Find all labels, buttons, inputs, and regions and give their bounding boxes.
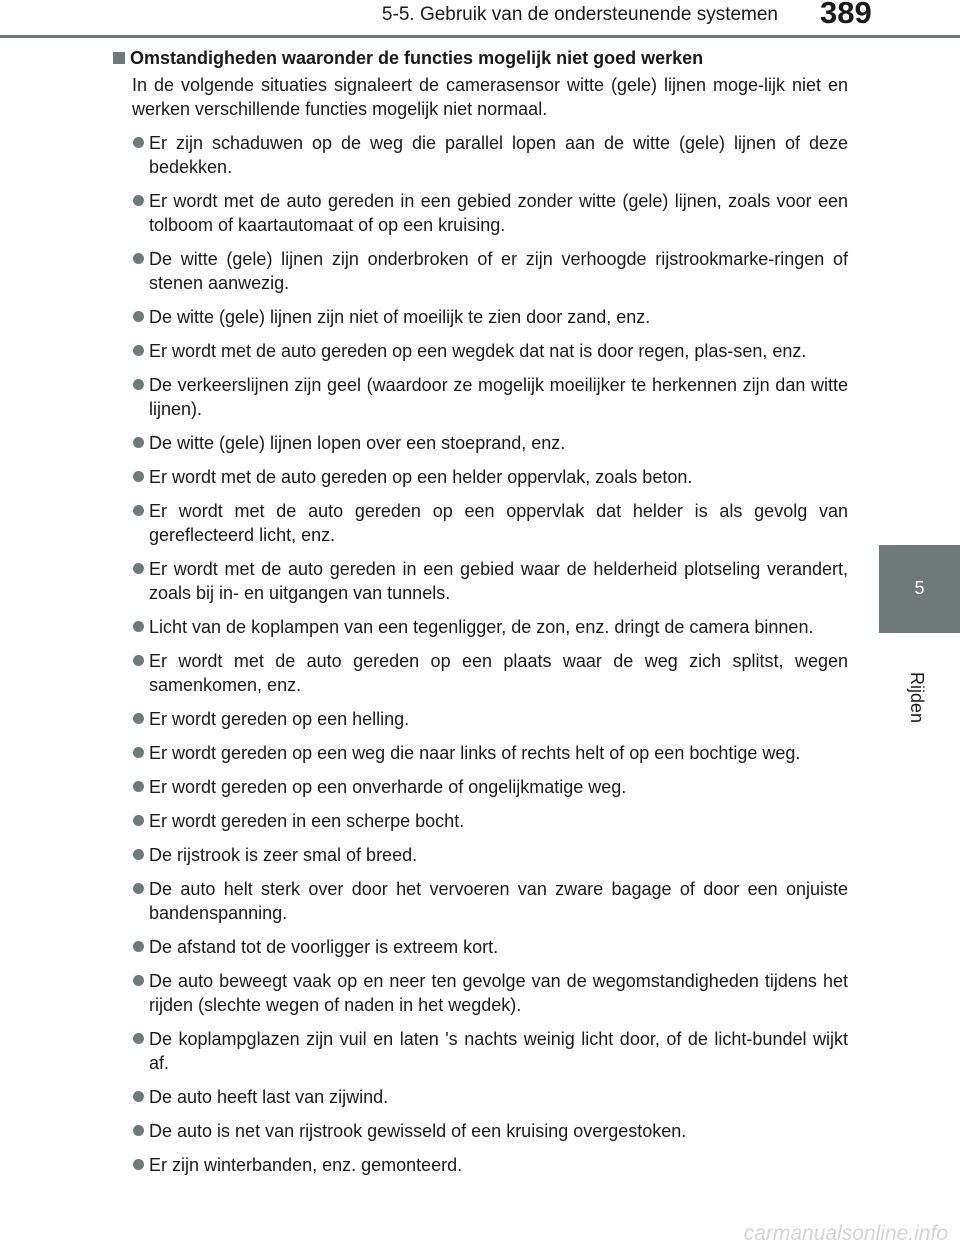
list-item — [112, 969, 848, 1017]
list-item-text: Er wordt gereden op een weg die naar links of rechts helt of op een bochtige weg. — [149, 743, 801, 763]
watermark: carmanualsonline.info — [743, 1222, 948, 1245]
circle-bullet-icon — [133, 379, 144, 390]
list-item — [112, 1085, 848, 1109]
list-item-text: De witte (gele) lijnen zijn niet of moeilijk te zien door zand, enz. — [149, 307, 651, 327]
list-item — [112, 649, 848, 697]
section-heading — [112, 46, 848, 70]
circle-bullet-icon — [133, 1091, 144, 1102]
conditions-list — [112, 131, 848, 1177]
circle-bullet-icon — [133, 849, 144, 860]
list-item — [112, 373, 848, 421]
list-item — [112, 741, 848, 765]
list-item — [112, 305, 848, 329]
chapter-label — [906, 672, 928, 724]
list-item — [112, 775, 848, 799]
list-item-text: De auto helt sterk over door het vervoeren van zware bagage of door een onjuiste bandenspanning. — [149, 879, 848, 923]
list-item-text: De afstand tot de voorligger is extreem kort. — [149, 937, 499, 957]
circle-bullet-icon — [133, 1033, 144, 1044]
list-item-text: Licht van de koplampen van een tegenligger, de zon, enz. dringt de camera binnen. — [149, 617, 814, 637]
list-item-text: Er wordt gereden op een onverharde of ongelijkmatige weg. — [149, 777, 627, 797]
main-content — [112, 46, 848, 1187]
page-number: 389 — [820, 0, 872, 30]
circle-bullet-icon — [133, 621, 144, 632]
list-item-text: De rijstrook is zeer smal of breed. — [149, 845, 418, 865]
list-item-text: De auto beweegt vaak op en neer ten gevolge van de wegomstandigheden tijdens het rijden (slechte wegen of naden in het wegdek). — [149, 971, 848, 1015]
circle-bullet-icon — [133, 883, 144, 894]
circle-bullet-icon — [133, 655, 144, 666]
circle-bullet-icon — [133, 563, 144, 574]
circle-bullet-icon — [133, 975, 144, 986]
list-item-text: De koplampglazen zijn vuil en laten 's nachts weinig licht door, of de licht-bundel wijkt af. — [149, 1029, 848, 1073]
list-item — [112, 1153, 848, 1177]
circle-bullet-icon — [133, 437, 144, 448]
list-item — [112, 1119, 848, 1143]
list-item — [112, 935, 848, 959]
list-item-text: De auto is net van rijstrook gewisseld of een kruising overgestoken. — [149, 1121, 687, 1141]
list-item — [112, 877, 848, 925]
circle-bullet-icon — [133, 471, 144, 482]
circle-bullet-icon — [133, 747, 144, 758]
list-item — [112, 189, 848, 237]
list-item — [112, 247, 848, 295]
section-intro: In de volgende situaties signaleert de camerasensor witte (gele) lijnen moge-lijk niet en werken verschillende functies mogelijk niet normaal. — [132, 75, 848, 119]
list-item-text: Er wordt met de auto gereden in een gebied zonder witte (gele) lijnen, zoals voor een tolboom of kaartautomaat of op een kruising. — [149, 191, 848, 235]
list-item-text: De witte (gele) lijnen lopen over een stoeprand, enz. — [149, 433, 566, 453]
list-item — [112, 465, 848, 489]
list-item-text: Er zijn schaduwen op de weg die parallel lopen aan de witte (gele) lijnen of deze bedekken. — [149, 133, 848, 177]
list-item-text: Er zijn winterbanden, enz. gemonteerd. — [149, 1155, 463, 1175]
list-item-text: Er wordt met de auto gereden op een plaats waar de weg zich splitst, wegen samenkomen, enz. — [149, 651, 848, 695]
list-item-text: Er wordt gereden in een scherpe bocht. — [149, 811, 465, 831]
circle-bullet-icon — [133, 941, 144, 952]
header-rule — [0, 35, 960, 38]
list-item — [112, 615, 848, 639]
chapter-tab-number: 5 — [914, 578, 925, 598]
circle-bullet-icon — [133, 505, 144, 516]
list-item — [112, 843, 848, 867]
list-item-text: Er wordt met de auto gereden op een wegdek dat nat is door regen, plas-sen, enz. — [149, 341, 807, 361]
list-item-text: De auto heeft last van zijwind. — [149, 1087, 389, 1107]
list-item-text: Er wordt gereden op een helling. — [149, 709, 410, 729]
circle-bullet-icon — [133, 195, 144, 206]
circle-bullet-icon — [133, 713, 144, 724]
circle-bullet-icon — [133, 1125, 144, 1136]
list-item — [112, 339, 848, 363]
list-item-text: Er wordt met de auto gereden in een gebied waar de helderheid plotseling verandert, zoals bij in- en uitgangen van tunnels. — [149, 559, 848, 603]
list-item-text: De witte (gele) lijnen zijn onderbroken of er zijn verhoogde rijstrookmarke-ringen of stenen aanwezig. — [149, 249, 848, 293]
list-item — [112, 809, 848, 833]
chapter-label-text: Rijden — [907, 672, 927, 724]
circle-bullet-icon — [133, 137, 144, 148]
circle-bullet-icon — [133, 781, 144, 792]
circle-bullet-icon — [133, 345, 144, 356]
list-item — [112, 1027, 848, 1075]
circle-bullet-icon — [133, 815, 144, 826]
chapter-tab — [879, 545, 960, 633]
list-item — [112, 499, 848, 547]
header-title: 5-5. Gebruik van de ondersteunende systemen — [381, 4, 778, 25]
square-bullet-icon — [113, 52, 125, 64]
list-item-text: Er wordt met de auto gereden op een helder oppervlak, zoals beton. — [149, 467, 693, 487]
list-item-text: De verkeerslijnen zijn geel (waardoor ze mogelijk moeilijker te herkennen zijn dan witte lijnen). — [149, 375, 848, 419]
section-heading-text: Omstandigheden waaronder de functies mogelijk niet goed werken — [130, 48, 704, 68]
list-item — [112, 707, 848, 731]
list-item — [112, 557, 848, 605]
circle-bullet-icon — [133, 253, 144, 264]
list-item-text: Er wordt met de auto gereden op een oppervlak dat helder is als gevolg van gereflecteerd licht, enz. — [149, 501, 848, 545]
circle-bullet-icon — [133, 311, 144, 322]
list-item — [112, 431, 848, 455]
circle-bullet-icon — [133, 1159, 144, 1170]
list-item — [112, 131, 848, 179]
